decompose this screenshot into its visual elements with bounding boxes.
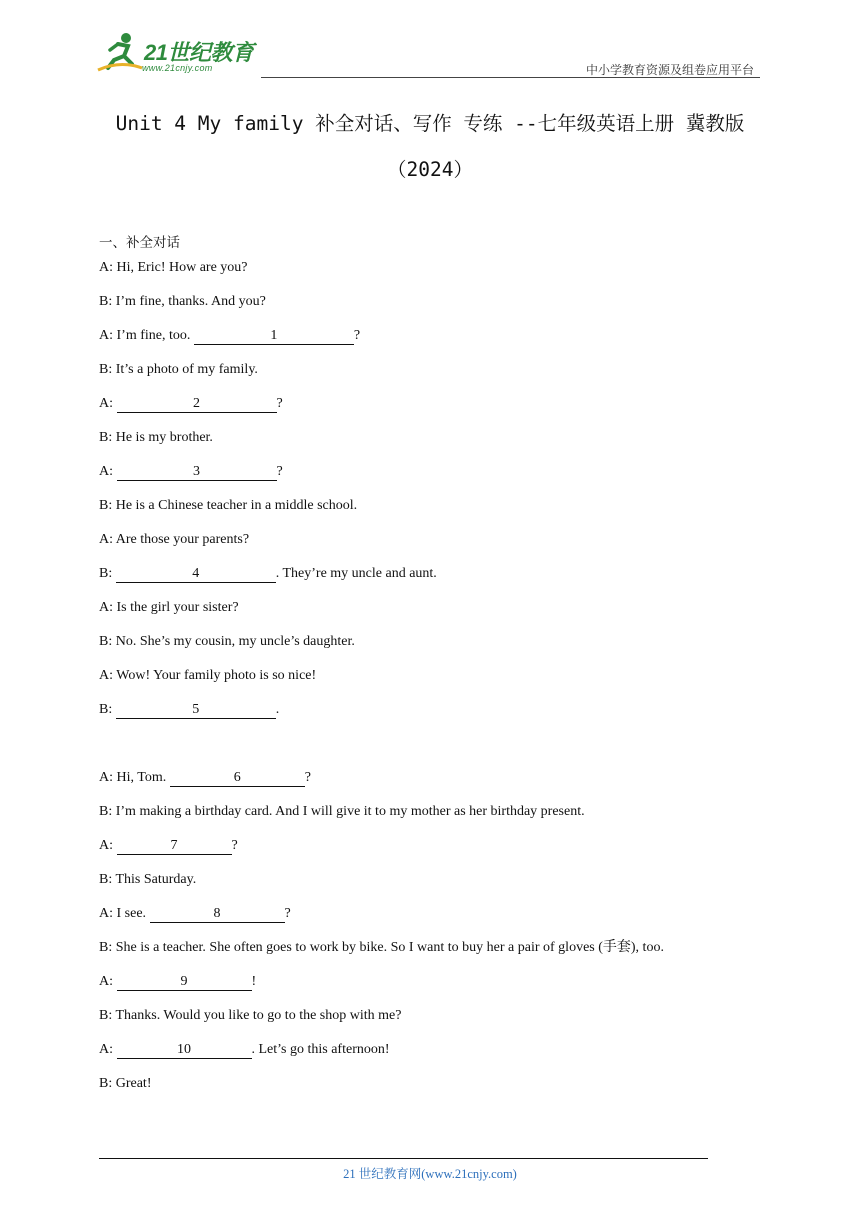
dialogue-line	[99, 564, 739, 598]
dialogue-line	[99, 904, 739, 938]
header-divider	[261, 77, 760, 78]
line-text: A: Hi, Eric! How are you?	[99, 260, 248, 275]
answer-blank-10[interactable]: 10	[117, 1041, 252, 1059]
line-text-end: ?	[276, 464, 283, 479]
line-text-end: ?	[276, 396, 283, 411]
dialogue-line	[99, 428, 739, 462]
line-text-end: ?	[284, 906, 291, 921]
answer-blank-6[interactable]: 6	[170, 769, 305, 787]
answer-blank-1[interactable]: 1	[194, 327, 354, 345]
logo-url: www.21cnjy.com	[142, 63, 213, 73]
document-title: Unit 4 My family 补全对话、写作 专练 --七年级英语上册 冀教版	[115, 112, 745, 135]
line-text-end: .	[275, 702, 280, 717]
line-text-end: . Let’s go this afternoon!	[251, 1042, 390, 1057]
line-text: A:	[99, 396, 117, 411]
runner-logo-icon	[96, 30, 144, 74]
dialogue-line	[99, 666, 739, 700]
line-text: B: He is a Chinese teacher in a middle school.	[99, 498, 358, 513]
line-text: B:	[99, 566, 116, 581]
line-text: A: I’m fine, too.	[99, 328, 194, 343]
line-text: B: She is a teacher. She often goes to work by bike. So I want to buy her a pair of gloves (手套), too.	[99, 940, 664, 955]
dialogue-line	[99, 394, 739, 428]
answer-blank-7[interactable]: 7	[117, 837, 232, 855]
answer-blank-8[interactable]: 8	[150, 905, 285, 923]
dialogue-line	[99, 700, 739, 734]
answer-blank-9[interactable]: 9	[117, 973, 252, 991]
line-text-end: !	[251, 974, 257, 989]
platform-name: 中小学教育资源及组卷应用平台	[585, 63, 754, 77]
line-text: B: I’m fine, thanks. And you?	[99, 294, 266, 309]
dialogue-line	[99, 496, 739, 530]
dialogue-line	[99, 292, 739, 326]
dialogue-2	[99, 768, 739, 1108]
line-text-end: ?	[304, 770, 311, 785]
dialogue-line	[99, 1040, 739, 1074]
footer-text: 21 世纪教育网(www.21cnjy.com)	[343, 1167, 517, 1181]
answer-blank-4[interactable]: 4	[116, 565, 276, 583]
dialogue-line	[99, 326, 739, 360]
answer-blank-5[interactable]: 5	[116, 701, 276, 719]
dialogue-line	[99, 1074, 739, 1108]
footer-divider	[99, 1158, 708, 1159]
line-text: A:	[99, 1042, 117, 1057]
line-text-end: ?	[231, 838, 238, 853]
dialogue-line	[99, 632, 739, 666]
dialogue-line	[99, 360, 739, 394]
line-text: B: It’s a photo of my family.	[99, 362, 258, 377]
line-text: A: Are those your parents?	[99, 532, 250, 547]
dialogue-line	[99, 1006, 739, 1040]
line-text: A: I see.	[99, 906, 150, 921]
line-text: B: Thanks. Would you like to go to the shop with me?	[99, 1008, 402, 1023]
dialogue-gap	[99, 734, 739, 768]
dialogue-line	[99, 530, 739, 564]
dialogue-line	[99, 870, 739, 904]
line-text: B: Great!	[99, 1076, 152, 1091]
line-text: A:	[99, 974, 117, 989]
line-text: A:	[99, 464, 117, 479]
dialogue-line	[99, 768, 739, 802]
line-text: B: This Saturday.	[99, 872, 197, 887]
page-header	[96, 30, 760, 78]
dialogue-line	[99, 836, 739, 870]
line-text: B: I’m making a birthday card. And I will give it to my mother as her birthday present.	[99, 804, 585, 819]
answer-blank-2[interactable]: 2	[117, 395, 277, 413]
dialogue-line	[99, 802, 739, 836]
dialogue-line	[99, 598, 739, 632]
answer-blank-3[interactable]: 3	[117, 463, 277, 481]
line-text: A: Hi, Tom.	[99, 770, 170, 785]
section-heading: 一、补全对话	[99, 235, 180, 251]
dialogue-line	[99, 462, 739, 496]
logo-text: 21世纪教育	[144, 40, 254, 65]
dialogue-1	[99, 258, 739, 734]
line-text: B: He is my brother.	[99, 430, 213, 445]
line-text: A: Wow! Your family photo is so nice!	[99, 668, 317, 683]
document-title-year: （2024）	[387, 158, 473, 181]
site-logo	[96, 30, 266, 76]
line-text: A: Is the girl your sister?	[99, 600, 239, 615]
line-text: B: No. She’s my cousin, my uncle’s daughter.	[99, 634, 355, 649]
dialogue-line	[99, 938, 739, 972]
line-text: B:	[99, 702, 116, 717]
dialogue-line	[99, 258, 739, 292]
line-text-end: . They’re my uncle and aunt.	[275, 566, 437, 581]
line-text: A:	[99, 838, 117, 853]
line-text-end: ?	[353, 328, 361, 343]
document-body	[99, 228, 739, 1108]
dialogue-line	[99, 972, 739, 1006]
